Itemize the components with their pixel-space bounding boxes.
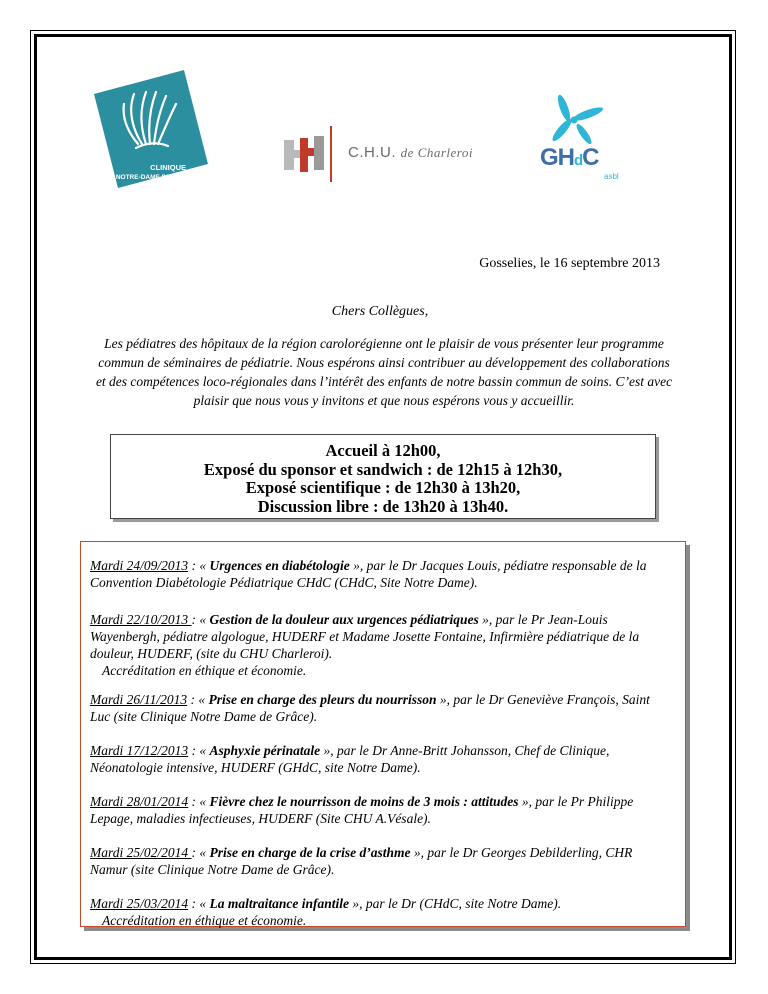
event-details: », par le Dr Geneviève François, Saint Luc (site Clinique Notre Dame de Grâce).: [90, 692, 650, 724]
event-item: Mardi 24/09/2013 : « Urgences en diabétologie », par le Dr Jacques Louis, pédiatre responsable de la Convention Diabétologie Pédiatrique CHdC (CHdC, Site Notre Dame).: [90, 558, 647, 590]
event-title: Urgences en diabétologie: [209, 558, 350, 573]
event-date: Mardi 17/12/2013: [90, 743, 189, 758]
event-details: », par le Dr Jacques Louis, pédiatre responsable de la Convention Diabétologie Pédiatrique CHdC (CHdC, Site Notre Dame).: [90, 558, 647, 590]
event-date: Mardi 28/01/2014: [90, 794, 189, 809]
schedule-line: Discussion libre : de 13h20 à 13h40.: [257, 496, 509, 516]
event-title: Asphyxie périnatale: [209, 743, 321, 758]
event-details: », par le Pr Jean-Louis Wayenbergh, pédiatre algologue, HUDERF et Madame Josette Fontaine, Infirmière pédiatrique de la douleur, HUDERF, (site du CHU Charleroi).: [90, 612, 640, 661]
event-title: La maltraitance infantile: [209, 896, 350, 911]
event-item: Mardi 22/10/2013 : « Gestion de la douleur aux urgences pédiatriques », par le Pr Jean-Louis Wayenbergh, pédiatre algologue, HUDERF et Madame Josette Fontaine, Infirmière pédiatrique de la douleur, HUDERF, (site du CHU Charleroi). Accréditation en éthique et économie.: [90, 611, 670, 679]
event-title: Prise en charge des pleurs du nourrisson: [208, 692, 437, 707]
event-details: », par le Pr Philippe Lepage, maladies infectieuses, HUDERF (Site CHU A.Vésale).: [90, 794, 634, 826]
chu-emblem-icon: [282, 126, 334, 182]
clinique-notre-dame-de-grace-logo: [88, 66, 214, 192]
event-accreditation: Accréditation en éthique et économie.: [102, 663, 307, 678]
event-details: », par le Dr (CHdC, site Notre Dame).: [352, 896, 562, 911]
event-date: Mardi 24/09/2013: [90, 558, 189, 573]
event-details: », par le Dr Anne-Britt Johansson, Chef de Clinique, Néonatologie intensive, HUDERF (GHdC, site Notre Dame).: [90, 743, 610, 775]
ghdc-logo-d: d: [574, 152, 583, 169]
event-title: Gestion de la douleur aux urgences pédiatriques: [209, 612, 479, 627]
event-date: Mardi 22/10/2013: [90, 612, 192, 627]
letter-intro: Les pédiatres des hôpitaux de la région carolorégienne ont le plaisir de vous présenter leur programme commun de séminaires de pédiatrie. Nous espérons ainsi contribuer au développement des collaborations et des compétences loco-régionales dans l’intérêt des enfants de notre bassin commun de soins. C’est avec plaisir que nous vous y invitons et que nous espérons vous y accueillir.: [95, 336, 673, 408]
event-item: Mardi 28/01/2014 : « Fièvre chez le nourrisson de moins de 3 mois : attitudes », par le Pr Philippe Lepage, maladies infectieuses, HUDERF (Site CHU A.Vésale).: [90, 794, 634, 826]
chu-charleroi-logo: [282, 126, 492, 182]
schedule-line: Exposé scientifique : de 12h30 à 13h20,: [245, 478, 521, 497]
event-title: Fièvre chez le nourrisson de moins de 3 mois : attitudes: [209, 794, 519, 809]
event-date: Mardi 25/03/2014: [90, 896, 189, 911]
schedule-line: Exposé du sponsor et sandwich : de 12h15 à 12h30,: [203, 459, 563, 479]
ghdc-propeller-icon: [526, 90, 636, 150]
event-item: Mardi 17/12/2013 : « Asphyxie périnatale », par le Dr Anne-Britt Johansson, Chef de Clinique, Néonatologie intensive, HUDERF (GHdC, site Notre Dame).: [90, 743, 610, 775]
letter-date: Gosselies, le 16 septembre 2013: [479, 256, 660, 271]
ndg-logo-line1: CLINIQUE: [150, 163, 186, 172]
event-item: Mardi 26/11/2013 : « Prise en charge des pleurs du nourrisson », par le Dr Geneviève François, Saint Luc (site Clinique Notre Dame de Grâce).: [90, 692, 650, 724]
event-item: Mardi 25/02/2014 : « Prise en charge de la crise d’asthme », par le Dr Georges Debilderling, CHR Namur (site Clinique Notre Dame de Grâce).: [90, 845, 633, 877]
ndg-logo-line2: NOTRE-DAME DE GRACE: [115, 174, 196, 181]
chu-logo-sub: de Charleroi: [400, 145, 473, 160]
event-date: Mardi 25/02/2014: [90, 845, 192, 860]
event-title: Prise en charge de la crise d’asthme: [209, 845, 411, 860]
event-date: Mardi 26/11/2013: [90, 692, 188, 707]
ghdc-logo-gh: GH: [540, 144, 574, 171]
event-item: Mardi 25/03/2014 : « La maltraitance infantile », par le Dr (CHdC, site Notre Dame). Accréditation en éthique et économie.: [90, 895, 670, 929]
event-details: », par le Dr Georges Debilderling, CHR Namur (site Clinique Notre Dame de Grâce).: [90, 845, 633, 877]
schedule-box: [110, 434, 656, 519]
ghdc-logo-c: C: [582, 144, 599, 171]
schedule-line: Accueil à 12h00,: [325, 441, 441, 460]
event-accreditation: Accréditation en éthique et économie.: [102, 913, 307, 928]
chu-logo-name: C.H.U.: [348, 144, 396, 161]
ghdc-logo-asbl: asbl: [604, 172, 619, 181]
letter-greeting: Chers Collègues,: [331, 304, 429, 319]
ghdc-logo: [526, 90, 636, 190]
